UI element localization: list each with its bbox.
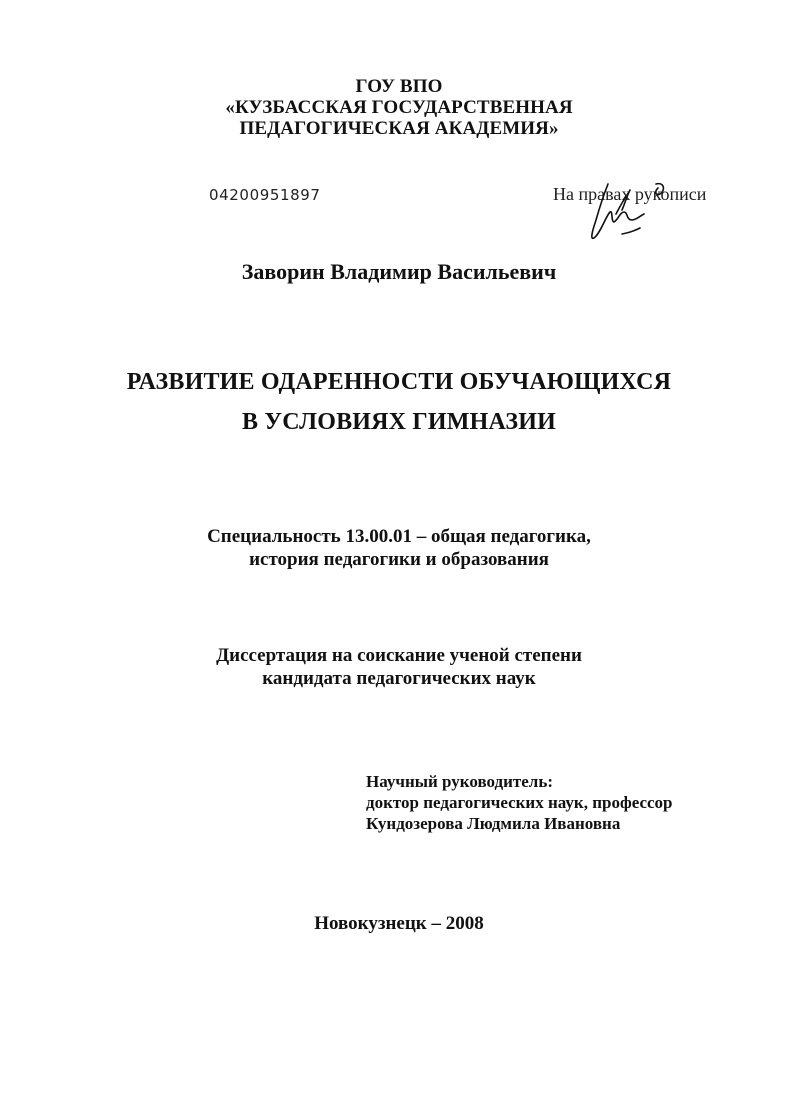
title-line-2: В УСЛОВИЯХ ГИМНАЗИИ [241, 409, 557, 435]
degree-line-2: кандидата педагогических наук [262, 668, 536, 689]
title-line-1: РАЗВИТИЕ ОДАРЕННОСТИ ОБУЧАЮЩИХСЯ [126, 369, 672, 395]
speciality-line-1: Специальность 13.00.01 – общая педагогика, [207, 526, 591, 547]
scientific-advisor [366, 771, 673, 834]
author-name: Заворин Владимир Васильевич [241, 259, 557, 284]
inventory-number: 04200951897 [209, 186, 321, 204]
advisor-label: Научный руководитель: [366, 772, 553, 791]
degree-line-1: Диссертация на соискание ученой степени [216, 645, 582, 666]
institution-line-2: «КУЗБАССКАЯ ГОСУДАРСТВЕННАЯ [225, 97, 573, 118]
institution-line-3: ПЕДАГОГИЧЕСКАЯ АКАДЕМИЯ» [239, 118, 559, 139]
advisor-credentials: доктор педагогических наук, профессор [366, 793, 673, 812]
institution-header [0, 76, 798, 139]
institution-line-1: ГОУ ВПО [355, 76, 443, 97]
advisor-name: Кундозерова Людмила Ивановна [366, 814, 621, 833]
manuscript-note: На правах рукописи [553, 184, 707, 204]
speciality-line-2: история педагогики и образования [249, 549, 549, 570]
signature-icon [580, 176, 670, 256]
dissertation-title [0, 362, 798, 442]
degree-statement [0, 644, 798, 690]
speciality [0, 525, 798, 571]
city-year: Новокузнецк – 2008 [314, 913, 484, 934]
